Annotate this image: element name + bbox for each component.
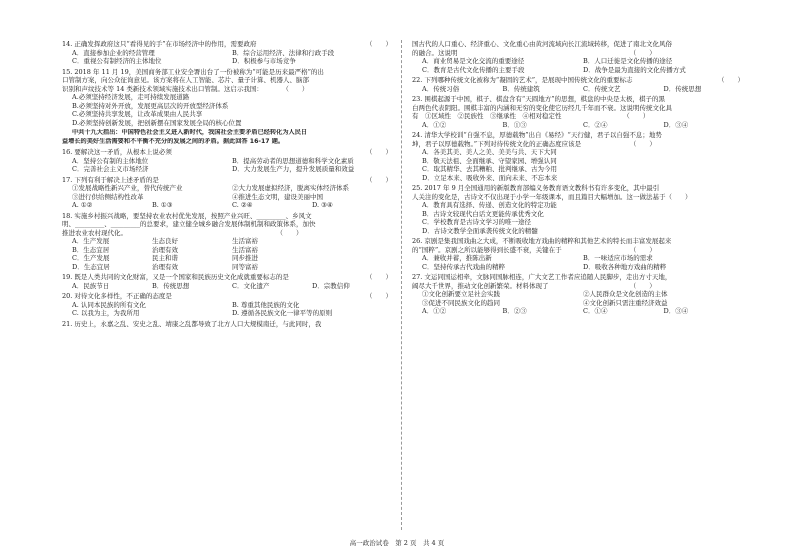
- answer-blank: （ ）: [718, 76, 744, 84]
- question-stem: 16. 要解决这一矛盾，从根本上说必须: [62, 148, 172, 156]
- reading-passage: [62, 129, 392, 146]
- option-b: [62, 246, 392, 255]
- question-16: [62, 148, 392, 174]
- option-part: 治理有效: [152, 245, 178, 254]
- option-b: B．人口迁徙是文化传播的途径: [583, 57, 673, 65]
- answer-blank: （ ）: [366, 273, 392, 281]
- question-line: 25. 2017 年 9 月全国通用的新版教育部编义务教育语文教科书有许多变化，其中最引: [412, 184, 660, 192]
- question-stem: 22. 下列哪种传统文化被称为“凝固的艺术”，是展现中国传统文化的重要标志: [412, 76, 633, 84]
- option-part: 同等富裕: [232, 262, 258, 271]
- option-b: B．综合运用经济、法律和行政手段: [232, 48, 335, 57]
- option-a: [62, 237, 392, 246]
- option-a: A．坚持公有制的主体地位: [72, 156, 149, 165]
- question-stem: 17. 下列有利于解决上述矛盾的是: [62, 175, 159, 184]
- question-24: [412, 131, 744, 182]
- option-d: D．古诗文教学全面承袭传统文化的精髓: [422, 226, 538, 235]
- option-part: D．生态宜居: [72, 262, 110, 271]
- option-b: B．传统思想: [152, 281, 190, 290]
- option-d: D．立足本来、吸收外来、面向未来、不忘本来: [422, 173, 558, 182]
- question-20: [62, 292, 392, 318]
- option-c: [62, 254, 392, 263]
- option-part: 民主和谐: [152, 254, 178, 262]
- question-line: 明、_________、_________的总要求，建立健全城乡融合发展体制机制和政策体系，加快: [62, 220, 316, 228]
- option-a: A. ①②: [72, 201, 93, 209]
- option-part: 同步推进: [232, 254, 258, 262]
- option-d: [62, 263, 392, 272]
- page-footer: 高一政治试卷 第 2 页 共 4 页: [349, 539, 445, 547]
- column-divider: [401, 40, 402, 530]
- option-c: C．①④: [583, 307, 608, 315]
- option-part: 生活富裕: [232, 245, 258, 254]
- option-c: C. ②④: [232, 201, 253, 209]
- question-21-continued: [412, 40, 744, 74]
- question-line: 27. 文运同国运相牵，文脉同国脉相连，广大文艺工作者应追随人民脚步，走出方寸天地，: [412, 273, 672, 281]
- left-column: [62, 40, 392, 330]
- question-line: 坤，君子以厚德载物。”下列对待传统文化的正确态度应该是 （ ）: [412, 139, 656, 148]
- question-line: 26. 京剧是集我国戏曲之大成，不断吸收地方戏曲的精粹和其他艺术的特长而丰富发展起来: [412, 237, 672, 245]
- option-a: A．直接参加企业的经营管理: [72, 48, 155, 57]
- option-part: C．生产发展: [72, 254, 110, 262]
- option-b: B．一味适应市场的需求: [583, 254, 653, 262]
- option-c: C．传统文艺: [583, 84, 621, 93]
- answer-blank: （ ）: [366, 175, 392, 184]
- option-a: A．①②: [422, 120, 447, 129]
- question-27: [412, 273, 744, 316]
- option-a: A．①②: [422, 307, 447, 315]
- option-d: D．传统思想: [663, 84, 702, 93]
- option-d: D．③④: [663, 120, 689, 129]
- question-stem: 21. 历史上，永嘉之乱、安史之乱、靖康之乱都导致了北方人口大规模南迁，与此同时，我: [62, 319, 322, 328]
- option-d: D．③④: [663, 307, 689, 315]
- question-26: [412, 237, 744, 271]
- option-part: 生态良好: [152, 237, 178, 245]
- option-c: C．学校教育是古诗文学习的唯一途径: [422, 218, 531, 226]
- option-d: D．大力发展生产力，提升发展质量和效益: [232, 165, 355, 173]
- passage-line: 益增长的美好生活需要和不平衡不充分的发展之间的矛盾。据此回答 16-17 题。: [62, 137, 285, 145]
- option-d: D. ③④: [312, 201, 333, 209]
- question-line: 18. 实施乡村振兴战略，要坚持农业农村优先发展，按照产业兴旺、_________、乡风文: [62, 211, 312, 220]
- right-column: [412, 40, 744, 318]
- statement-3: ③促进不同民族文化的趋同: [422, 298, 500, 307]
- option-a: A. 认同本民族的所有文化: [72, 300, 146, 309]
- question-18: [62, 212, 392, 272]
- statement-2: ②大力发展虚拟经济，脱离实体经济体系: [232, 184, 349, 192]
- question-stem: 19. 既是人类共同的文化财富，又是一个国家和民族历史文化成就重要标志的是: [62, 273, 289, 281]
- question-15: [62, 68, 392, 128]
- option-d: D．吸收各种地方戏曲的精粹: [583, 262, 667, 271]
- option-b: B．敬天法祖、全面继承、守望家园、增强认同: [422, 156, 557, 165]
- option-a: A．传统习俗: [422, 84, 460, 93]
- option-d: D．战争是最为直接的文化传播方式: [583, 65, 686, 74]
- option-c: C．文化遗产: [232, 281, 270, 290]
- option-b: B．提高劳动者的思想道德和科学文化素质: [232, 156, 354, 165]
- option-b: B．传统建筑: [502, 84, 540, 93]
- answer-blank: （ ）: [366, 292, 392, 300]
- option-d: D.必须坚持创新发展，把创新摆在国家发展全局的核心位置: [72, 118, 242, 127]
- option-b: B.必须坚持对外开放，发展更高层次的开放型经济体系: [72, 101, 229, 110]
- option-c: C．②④: [583, 120, 608, 129]
- question-line: 人关注的变化是，古诗文不仅出现于小学一年级课本，而且篇目大幅增加。这一做法基于（ ）: [412, 192, 692, 201]
- option-c: C．完善社会主义市场经济: [72, 165, 149, 173]
- answer-blank: （ ）: [366, 40, 392, 48]
- option-c: C．教育是古代文化传播的主要手段: [422, 65, 525, 74]
- question-21: [62, 320, 392, 329]
- question-line: 白两色代表阴阳。围棋丰富的内涵和无穷的变化使它历经几千年而不衰。这说明传统文化具: [412, 103, 672, 112]
- question-line: 国古代的人口重心、经济重心、文化重心由黄河流域向长江流域转移，促进了南北文化风俗: [412, 40, 672, 48]
- answer-blank: （ ）: [366, 148, 392, 156]
- option-part: A．生产发展: [72, 237, 110, 245]
- question-line: 24. 清华大学校训“自强不息，厚德载物”出自《易经》“天行健，君子以自强不息；地势: [412, 131, 662, 139]
- statement-1: ①发展战略性新兴产业，替代传统产业: [72, 184, 183, 192]
- option-a: A．各美其美、美人之美、美美与共、天下大同: [422, 148, 557, 156]
- option-d: D．宗教信仰: [312, 281, 350, 290]
- statement-3: ③进行供给侧结构性改革: [72, 192, 144, 201]
- option-part: B．生态宜居: [72, 245, 110, 254]
- question-line: 推进农业农村现代化。 （ ）: [62, 228, 303, 237]
- option-a: A．兼收并蓄，推陈出新: [422, 254, 492, 262]
- question-22: [412, 76, 744, 93]
- option-a: A．教育具有选择、传递、创造文化的特定功能: [422, 201, 557, 209]
- question-line: 识别和声纹技术等 14 类新技术领域实施技术出口管制。这启示我国： （ ）: [62, 84, 309, 93]
- option-d: D. 遵循各民族文化一律平等的原则: [232, 309, 333, 317]
- option-part: 治理有效: [152, 262, 178, 271]
- option-c: C. 以我为主，为我所用: [72, 309, 140, 317]
- question-19: [62, 273, 392, 290]
- option-b: B．①③: [502, 120, 527, 129]
- option-c: C．坚持传承古代戏曲的精粹: [422, 262, 505, 271]
- option-a: A．商业贸易是文化交流的重要途径: [422, 57, 525, 65]
- passage-line: 中共十九大指出：中国特色社会主义进入新时代，我国社会主要矛盾已经转化为人民日: [72, 129, 308, 136]
- statement-1: ①文化创新要立足社会实践: [422, 290, 500, 298]
- question-23: [412, 95, 744, 129]
- option-c: C．重视公有制经济的主体地位: [72, 57, 162, 65]
- option-b: B．②③: [502, 307, 527, 315]
- question-line: 的融合。这说明 （ ）: [412, 48, 656, 57]
- option-b: B．古诗文较现代白话文更能传承优秀文化: [422, 209, 544, 218]
- option-part: 生活富裕: [232, 237, 258, 245]
- statement-4: ④推进生态文明，建设美丽中国: [232, 192, 323, 201]
- option-b: B. 尊重其他民族的文化: [232, 300, 300, 309]
- question-line: 口管制方案，向公众征询意见。该方案将在人工智能、芯片、量子计算、机器人、脑部: [62, 76, 309, 84]
- question-stem: 20. 对待文化多样性，不正确的态度是: [62, 292, 172, 300]
- option-c: C.必须坚持共享发展，让改革成果由人民共享: [72, 110, 203, 118]
- option-d: D．积极参与市场竞争: [232, 57, 296, 65]
- question-14: [62, 40, 392, 66]
- question-line: 的“国粹”。京剧之所以能够得到长盛不衰，关键在于 （ ）: [412, 245, 656, 254]
- option-c: C．取其精华、去其糟粕、批判继承、古为今用: [422, 165, 557, 173]
- question-line: 15. 2018 年 11 月 19，美国商务部工业安全署出台了一份被称为“可能是历来最严格”的出: [62, 67, 324, 76]
- option-b: B. ①③: [152, 201, 173, 209]
- statement-4: ④文化创新只需注重经济效益: [583, 298, 668, 307]
- option-a: A.必须坚持经济发展，走可持续发展道路: [72, 93, 190, 101]
- question-25: [412, 184, 744, 235]
- question-line: 有 ①区域性 ②民族性 ③继承性 ④相对稳定性 （ ）: [412, 112, 650, 120]
- question-line: 阔尽大千世界，推动文化创新繁荣。材料体现了 （ ）: [412, 281, 656, 290]
- question-stem: 14. 正确发挥政府这只“看得见的手”在市场经济中的作用，需要政府: [62, 40, 257, 48]
- option-a: A．民族节日: [72, 281, 110, 290]
- question-17: [62, 176, 392, 210]
- statement-2: ②人民群众是文化创造的主体: [583, 290, 668, 298]
- question-line: 23. 围棋起源于中国，棋子、棋盘含有“天圆地方”的思想，棋盘的中央是太极，棋子的黑: [412, 95, 666, 103]
